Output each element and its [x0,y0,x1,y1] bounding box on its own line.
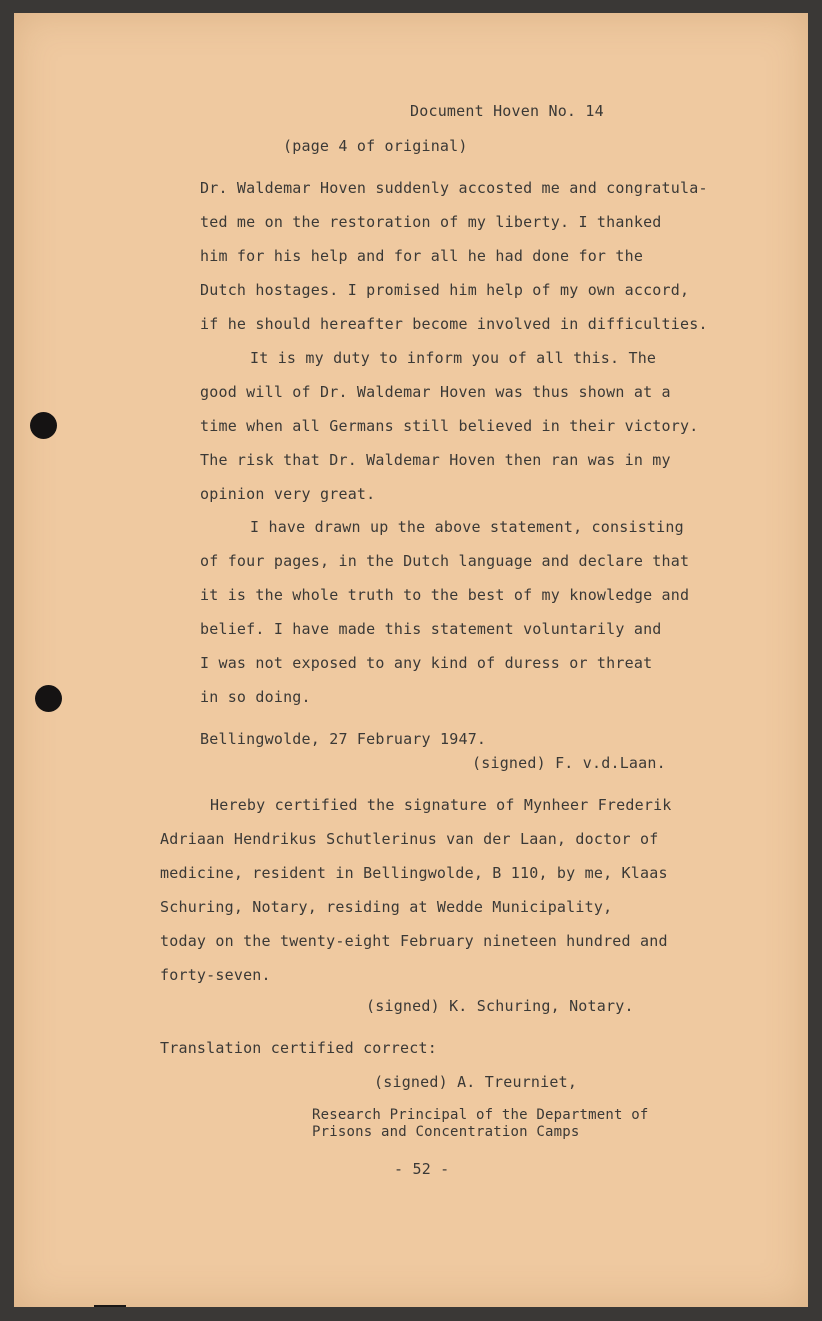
body-line: opinion very great. [200,485,376,503]
binding-tab [94,1305,126,1307]
body-line: time when all Germans still believed in their victory. [200,417,699,435]
translation-statement: Translation certified correct: [160,1039,437,1057]
body-line: ted me on the restoration of my liberty. I thanked [200,213,662,231]
body-line: if he should hereafter become involved in difficulties. [200,315,708,333]
signature-translator: (signed) A. Treurniet, [374,1073,578,1091]
body-line: of four pages, in the Dutch language and declare that [200,552,690,570]
certification-line: Adriaan Hendrikus Schutlerinus van der Laan, doctor of [160,830,659,848]
body-line: it is the whole truth to the best of my knowledge and [200,586,690,604]
body-line: Dutch hostages. I promised him help of my own accord, [200,281,690,299]
certification-line: forty-seven. [160,966,271,984]
certification-line: today on the twenty-eight February nineteen hundred and [160,932,668,950]
signature-notary: (signed) K. Schuring, Notary. [366,997,634,1015]
body-line: in so doing. [200,688,311,706]
punch-hole-top [30,412,57,439]
translator-title: Prisons and Concentration Camps [312,1124,580,1140]
body-line: It is my duty to inform you of all this. The [250,349,657,367]
page-number: - 52 - [394,1160,450,1178]
signature-laan: (signed) F. v.d.Laan. [472,754,666,772]
place-and-date: Bellingwolde, 27 February 1947. [200,730,487,748]
body-line: I have drawn up the above statement, consisting [250,518,684,536]
certification-line: Hereby certified the signature of Mynheer Frederik [210,796,672,814]
body-line: The risk that Dr. Waldemar Hoven then ran was in my [200,451,671,469]
body-line: him for his help and for all he had done for the [200,247,644,265]
translator-title: Research Principal of the Department of [312,1107,649,1123]
certification-line: Schuring, Notary, residing at Wedde Municipality, [160,898,613,916]
document-reference: Document Hoven No. 14 [410,102,604,120]
certification-line: medicine, resident in Bellingwolde, B 110, by me, Klaas [160,864,668,882]
page-reference: (page 4 of original) [283,137,468,155]
body-line: good will of Dr. Waldemar Hoven was thus shown at a [200,383,671,401]
body-line: belief. I have made this statement voluntarily and [200,620,662,638]
body-line: I was not exposed to any kind of duress or threat [200,654,653,672]
body-line: Dr. Waldemar Hoven suddenly accosted me and congratula- [200,179,708,197]
document-page [14,13,808,1307]
punch-hole-bottom [35,685,62,712]
